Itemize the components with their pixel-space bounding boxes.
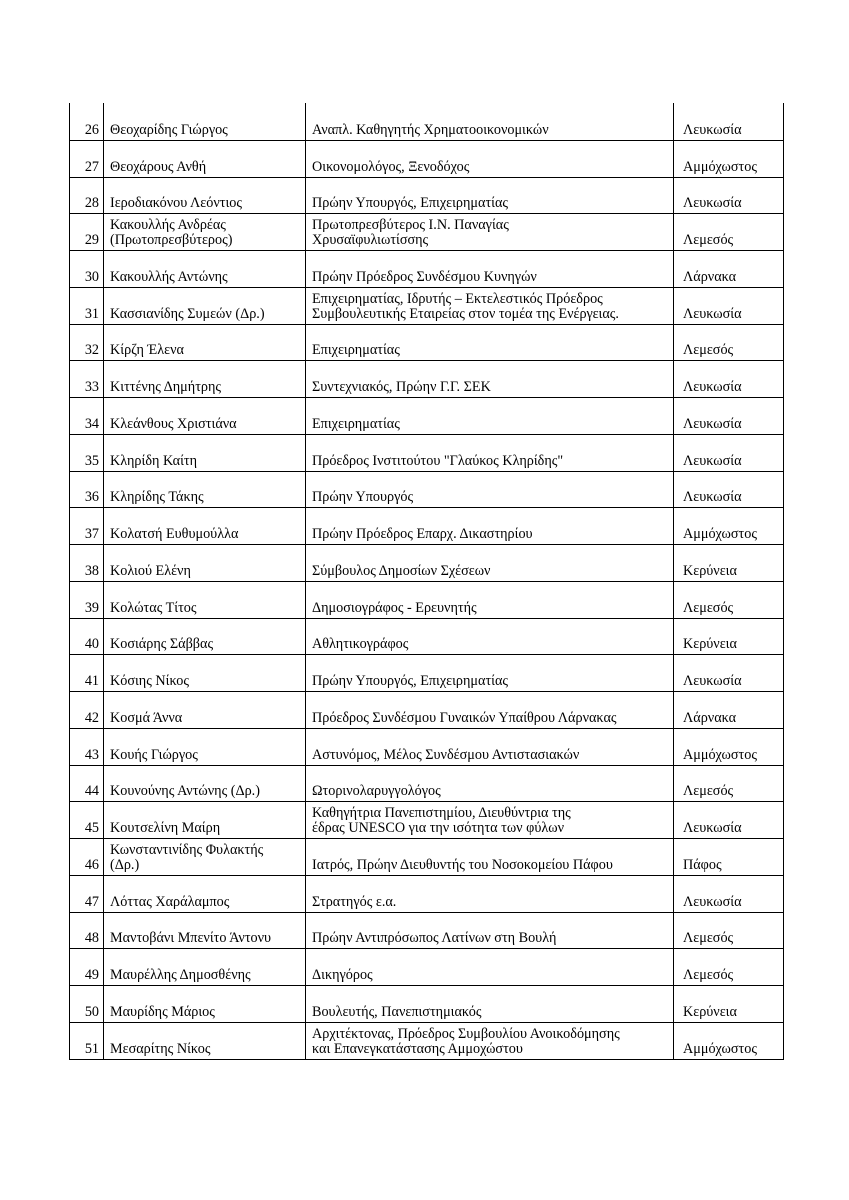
row-number: 42	[70, 692, 104, 728]
table-row	[70, 728, 783, 765]
member-name: Κολώτας Τίτος	[104, 582, 306, 618]
member-city: Αμμόχωστος	[683, 746, 757, 763]
member-role: Αθλητικογράφος	[306, 619, 674, 655]
row-number: 45	[70, 802, 104, 838]
member-name: Κακουλλής Ανδρέας (Πρωτοπρεσβύτερος)	[104, 214, 306, 250]
member-city: Λεμεσός	[683, 967, 734, 983]
table-row	[70, 691, 783, 728]
table-row	[70, 471, 783, 508]
member-city: Κερύνεια	[683, 562, 737, 579]
member-city: Λευκωσία	[683, 820, 742, 836]
table-row	[70, 287, 783, 324]
member-role: Ιατρός, Πρώην Διευθυντής του Νοσοκομείου Πάφου	[306, 839, 674, 875]
member-name: Κουής Γιώργος	[104, 729, 306, 765]
row-number: 27	[70, 141, 104, 177]
table-row	[70, 250, 783, 287]
member-role: Στρατηγός ε.α.	[306, 876, 674, 912]
row-number: 38	[70, 545, 104, 581]
member-city: Κερύνεια	[683, 1003, 737, 1020]
member-city: Λευκωσία	[683, 121, 742, 138]
row-number: 41	[70, 655, 104, 691]
member-role: Πρώην Αντιπρόσωπος Λατίνων στη Βουλή	[306, 913, 674, 949]
member-role: Δικηγόρος	[306, 949, 674, 985]
member-name: Κόσιης Νίκος	[104, 655, 306, 691]
row-number: 33	[70, 361, 104, 397]
table-row	[70, 801, 783, 838]
member-role: Βουλευτής, Πανεπιστημιακός	[306, 986, 674, 1022]
member-name: Ιεροδιακόνου Λεόντιος	[104, 178, 306, 214]
member-role: Επιχειρηματίας	[306, 398, 674, 434]
member-city: Λάρνακα	[683, 268, 737, 285]
member-role: Ωτορινολαρυγγολόγος	[306, 766, 674, 802]
row-number: 35	[70, 435, 104, 471]
row-number: 28	[70, 178, 104, 214]
member-name: Θεοχαρίδης Γιώργος	[104, 103, 306, 140]
row-number: 29	[70, 214, 104, 250]
member-name: Κοσμά Άννα	[104, 692, 306, 728]
member-city: Λάρνακα	[683, 709, 737, 726]
member-name: Μαυρίδης Μάριος	[104, 986, 306, 1022]
table-row	[70, 177, 783, 214]
table-row	[70, 360, 783, 397]
row-number: 39	[70, 582, 104, 618]
member-name: Κασσιανίδης Συμεών (Δρ.)	[104, 288, 306, 324]
table-row	[70, 912, 783, 949]
member-city: Πάφος	[683, 856, 722, 873]
member-role: Πρώην Υπουργός, Επιχειρηματίας	[306, 178, 674, 214]
member-name: Κίρζη Έλενα	[104, 325, 306, 361]
member-name: Μαντοβάνι Μπενίτο Άντονυ	[104, 913, 306, 949]
member-name: Κουνούνης Αντώνης (Δρ.)	[104, 766, 306, 802]
member-name: Κληρίδη Καίτη	[104, 435, 306, 471]
member-name: Θεοχάρους Ανθή	[104, 141, 306, 177]
table-row	[70, 765, 783, 802]
member-role: Πρώην Υπουργός, Επιχειρηματίας	[306, 655, 674, 691]
member-name: Κολιού Ελένη	[104, 545, 306, 581]
member-name: Κοσιάρης Σάββας	[104, 619, 306, 655]
table-row	[70, 654, 783, 691]
member-role: Πρόεδρος Συνδέσμου Γυναικών Υπαίθρου Λάρνακας	[306, 692, 674, 728]
member-role: Επιχειρηματίας	[306, 325, 674, 361]
member-role: Σύμβουλος Δημοσίων Σχέσεων	[306, 545, 674, 581]
table-row	[70, 875, 783, 912]
member-city: Λευκωσία	[683, 415, 742, 432]
row-number: 43	[70, 729, 104, 765]
member-city: Λευκωσία	[683, 379, 742, 395]
member-city: Λεμεσός	[683, 783, 734, 800]
member-city: Κερύνεια	[683, 636, 737, 653]
table-row	[70, 544, 783, 581]
members-table	[69, 103, 784, 1060]
row-number: 36	[70, 472, 104, 508]
member-name: Κουτσελίνη Μαίρη	[104, 802, 306, 838]
member-city: Λεμεσός	[683, 599, 734, 616]
member-city: Λευκωσία	[683, 673, 742, 689]
row-number: 32	[70, 325, 104, 361]
member-role: Οικονομολόγος, Ξενοδόχος	[306, 141, 674, 177]
member-name: Κιττένης Δημήτρης	[104, 361, 306, 397]
member-city: Λεμεσός	[683, 232, 734, 248]
row-number: 31	[70, 288, 104, 324]
member-role: Δημοσιογράφος - Ερευνητής	[306, 582, 674, 618]
member-city: Λευκωσία	[683, 452, 742, 469]
member-role: Πρώην Πρόεδρος Επαρχ. Δικαστηρίου	[306, 508, 674, 544]
member-role: Συντεχνιακός, Πρώην Γ.Γ. ΣΕΚ	[306, 361, 674, 397]
table-row	[70, 397, 783, 434]
member-name: Κολατσή Ευθυμούλλα	[104, 508, 306, 544]
member-name: Κακουλλής Αντώνης	[104, 251, 306, 287]
row-number: 37	[70, 508, 104, 544]
member-name: Κλεάνθους Χριστιάνα	[104, 398, 306, 434]
row-number: 40	[70, 619, 104, 655]
row-number: 47	[70, 876, 104, 912]
table-row	[70, 1022, 783, 1059]
table-row	[70, 581, 783, 618]
member-name: Μεσαρίτης Νίκος	[104, 1023, 306, 1059]
member-role: Πρόεδρος Ινστιτούτου "Γλαύκος Κληρίδης"	[306, 435, 674, 471]
member-role: Αναπλ. Καθηγητής Χρηματοοικονομικών	[306, 103, 674, 140]
member-name: Λόττας Χαράλαμπος	[104, 876, 306, 912]
row-number: 30	[70, 251, 104, 287]
member-city: Λευκωσία	[683, 195, 742, 212]
row-number: 51	[70, 1023, 104, 1059]
member-name: Κωνσταντινίδης Φυλακτής (Δρ.)	[104, 839, 306, 875]
table-row	[70, 507, 783, 544]
member-role: Πρώην Υπουργός	[306, 472, 674, 508]
row-number: 26	[70, 103, 104, 140]
member-city: Αμμόχωστος	[683, 1040, 757, 1057]
table-row	[70, 140, 783, 177]
table-row	[70, 434, 783, 471]
member-role: Επιχειρηματίας, Ιδρυτής – Εκτελεστικός Πρόεδρος Συμβουλευτικής Εταιρείας στον τομέα της Ενέργειας.	[306, 288, 674, 324]
member-city: Λεμεσός	[683, 342, 734, 359]
table-row	[70, 618, 783, 655]
table-row	[70, 985, 783, 1022]
member-role: Αστυνόμος, Μέλος Συνδέσμου Αντιστασιακών	[306, 729, 674, 765]
member-city: Λεμεσός	[683, 930, 734, 947]
table-row	[70, 838, 783, 875]
member-city: Λευκωσία	[683, 893, 742, 910]
row-number: 44	[70, 766, 104, 802]
row-number: 50	[70, 986, 104, 1022]
row-number: 49	[70, 949, 104, 985]
table-row	[70, 324, 783, 361]
row-number: 46	[70, 839, 104, 875]
member-city: Αμμόχωστος	[683, 158, 757, 175]
member-role: Πρωτοπρεσβύτερος Ι.Ν. Παναγίας Χρυσαϊφυλιωτίσσης	[306, 214, 674, 250]
member-city: Αμμόχωστος	[683, 526, 757, 542]
member-role: Πρώην Πρόεδρος Συνδέσμου Κυνηγών	[306, 251, 674, 287]
member-name: Κληρίδης Τάκης	[104, 472, 306, 508]
member-role: Αρχιτέκτονας, Πρόεδρος Συμβουλίου Ανοικοδόμησης και Επανεγκατάστασης Αμμοχώστου	[306, 1023, 674, 1059]
table-row	[70, 103, 783, 140]
row-number: 34	[70, 398, 104, 434]
member-city: Λευκωσία	[683, 305, 742, 322]
table-row	[70, 948, 783, 985]
member-city: Λευκωσία	[683, 489, 742, 506]
member-name: Μαυρέλλης Δημοσθένης	[104, 949, 306, 985]
row-number: 48	[70, 913, 104, 949]
table-row	[70, 213, 783, 250]
member-role: Καθηγήτρια Πανεπιστημίου, Διευθύντρια της έδρας UNESCO για την ισότητα των φύλων	[306, 802, 674, 838]
